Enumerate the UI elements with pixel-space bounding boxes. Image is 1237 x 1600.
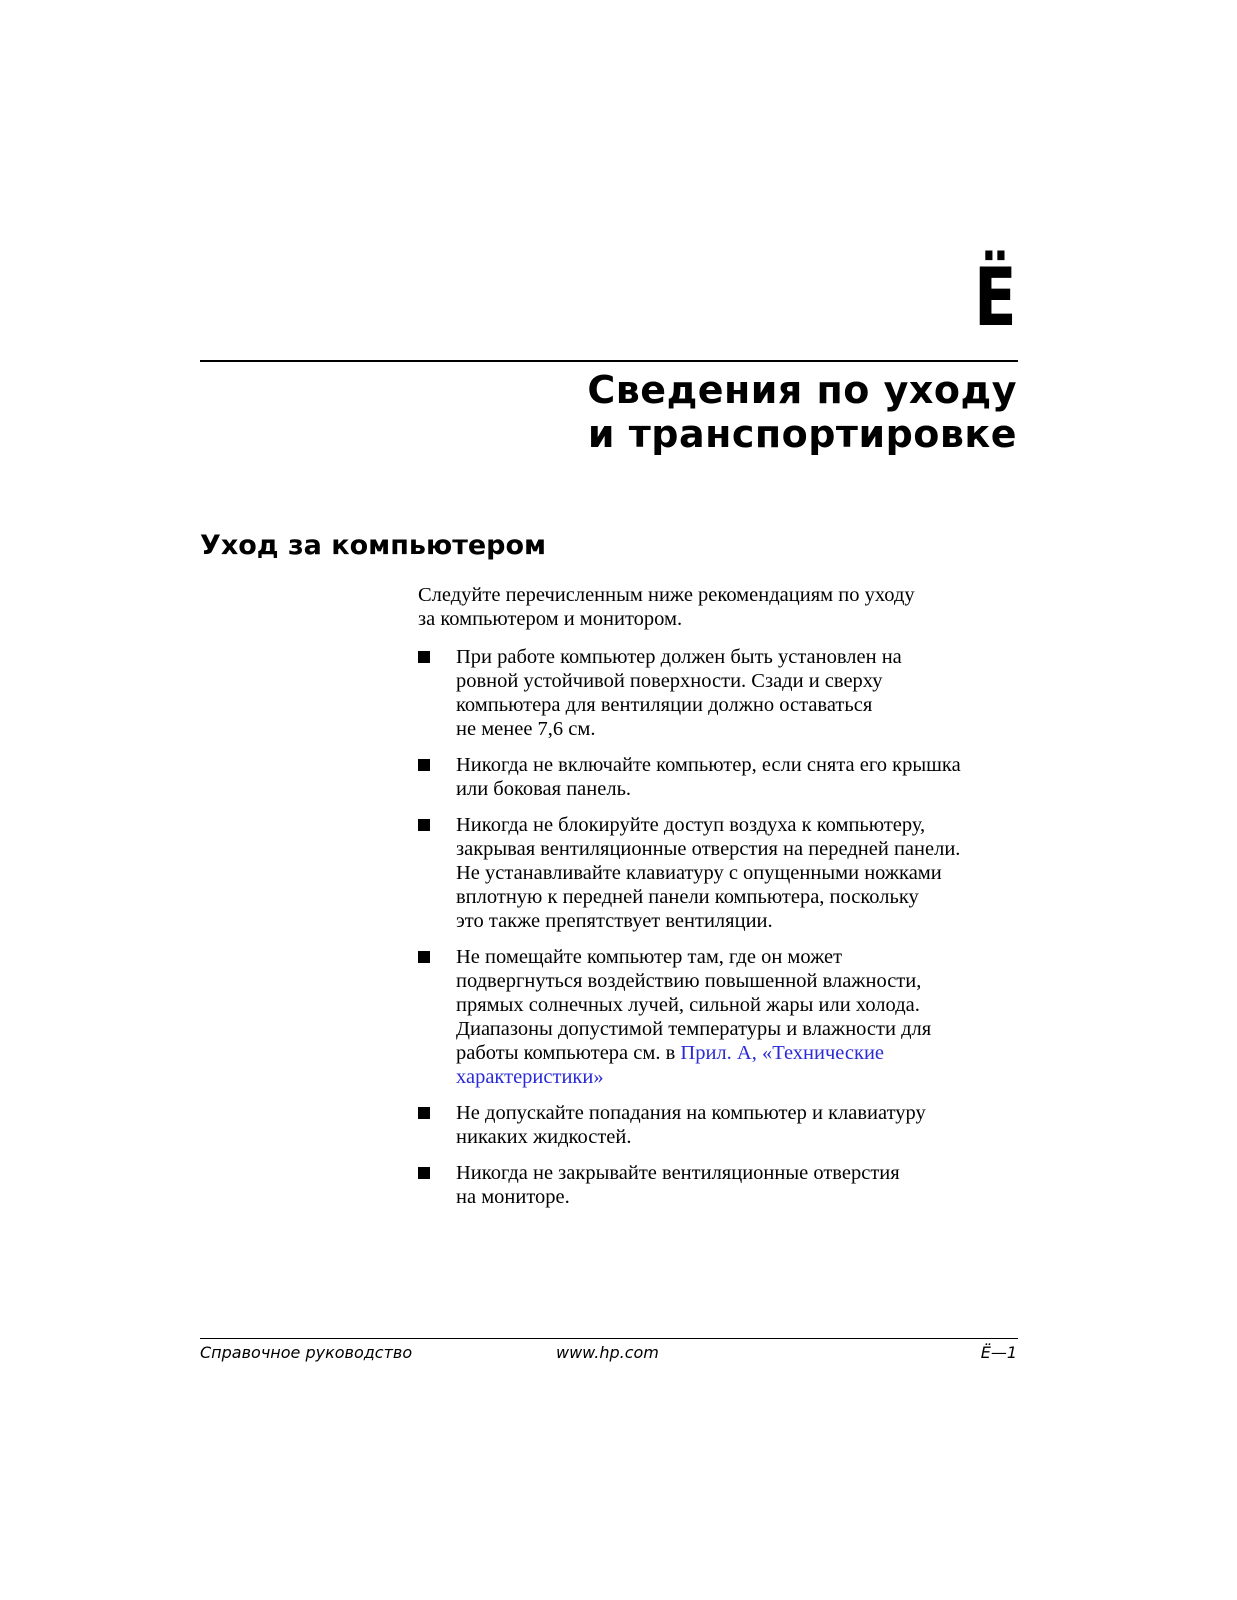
chapter-title <box>587 368 1017 456</box>
chapter-letter: Ё <box>974 251 1017 344</box>
text-line: Следуйте перечисленным ниже рекомендациям по уходу <box>418 584 915 606</box>
section-body <box>418 583 1038 1221</box>
chapter-title-line: и транспортировке <box>587 412 1017 456</box>
list-item <box>418 753 1038 801</box>
footer-rule <box>200 1338 1018 1339</box>
text-line: Никогда не включайте компьютер, если снята его крышка <box>456 754 961 776</box>
text-line: или боковая панель. <box>456 778 632 800</box>
footer-website: www.hp.com <box>556 1343 659 1362</box>
text-line: за компьютером и монитором. <box>418 608 683 630</box>
text-line <box>456 1041 1038 1065</box>
appendix-a-link-continued[interactable]: характеристики» <box>456 1066 604 1088</box>
appendix-a-link[interactable]: Прил. A, «Технические <box>680 1042 885 1064</box>
care-list <box>418 645 1038 1209</box>
bullet-square-icon <box>418 1107 430 1119</box>
bullet-square-icon <box>418 951 430 963</box>
title-rule <box>200 360 1018 362</box>
bullet-square-icon <box>418 759 430 771</box>
chapter-title-line: Сведения по уходу <box>587 368 1017 412</box>
bullet-square-icon <box>418 651 430 663</box>
list-item <box>418 645 1038 741</box>
text-line: ровной устойчивой поверхности. Сзади и сверху <box>456 670 883 692</box>
list-item <box>418 1161 1038 1209</box>
list-item <box>418 945 1038 1089</box>
text-line: прямых солнечных лучей, сильной жары или холода. <box>456 994 920 1016</box>
text-line: компьютера для вентиляции должно оставаться <box>456 694 873 716</box>
list-item <box>418 813 1038 933</box>
text-line: Не помещайте компьютер там, где он может <box>456 946 843 968</box>
intro-paragraph <box>418 583 1038 631</box>
text-line: это также препятствует вентиляции. <box>456 910 773 932</box>
text-line: подвергнуться воздействию повышенной влажности, <box>456 970 922 992</box>
text-line: Никогда не блокируйте доступ воздуха к компьютеру, <box>456 814 926 836</box>
text-line: на мониторе. <box>456 1186 570 1208</box>
text-line: Не устанавливайте клавиатуру с опущенными ножками <box>456 862 942 884</box>
footer-document-title: Справочное руководство <box>200 1343 413 1362</box>
text-line: Диапазоны допустимой температуры и влажности для <box>456 1018 932 1040</box>
text-fragment: работы компьютера см. в <box>456 1042 681 1064</box>
text-line: Никогда не закрывайте вентиляционные отверстия <box>456 1162 900 1184</box>
text-line: закрывая вентиляционные отверстия на передней панели. <box>456 838 961 860</box>
bullet-square-icon <box>418 1167 430 1179</box>
section-heading: Уход за компьютером <box>200 530 547 561</box>
text-line: никаких жидкостей. <box>456 1126 632 1148</box>
footer-page-number: Ё—1 <box>980 1343 1017 1362</box>
list-item <box>418 1101 1038 1149</box>
text-line: вплотную к передней панели компьютера, поскольку <box>456 886 919 908</box>
text-line: не менее 7,6 см. <box>456 718 596 740</box>
text-line: При работе компьютер должен быть установлен на <box>456 646 902 668</box>
text-line <box>456 1065 1038 1089</box>
text-line: Не допускайте попадания на компьютер и клавиатуру <box>456 1102 926 1124</box>
bullet-square-icon <box>418 819 430 831</box>
